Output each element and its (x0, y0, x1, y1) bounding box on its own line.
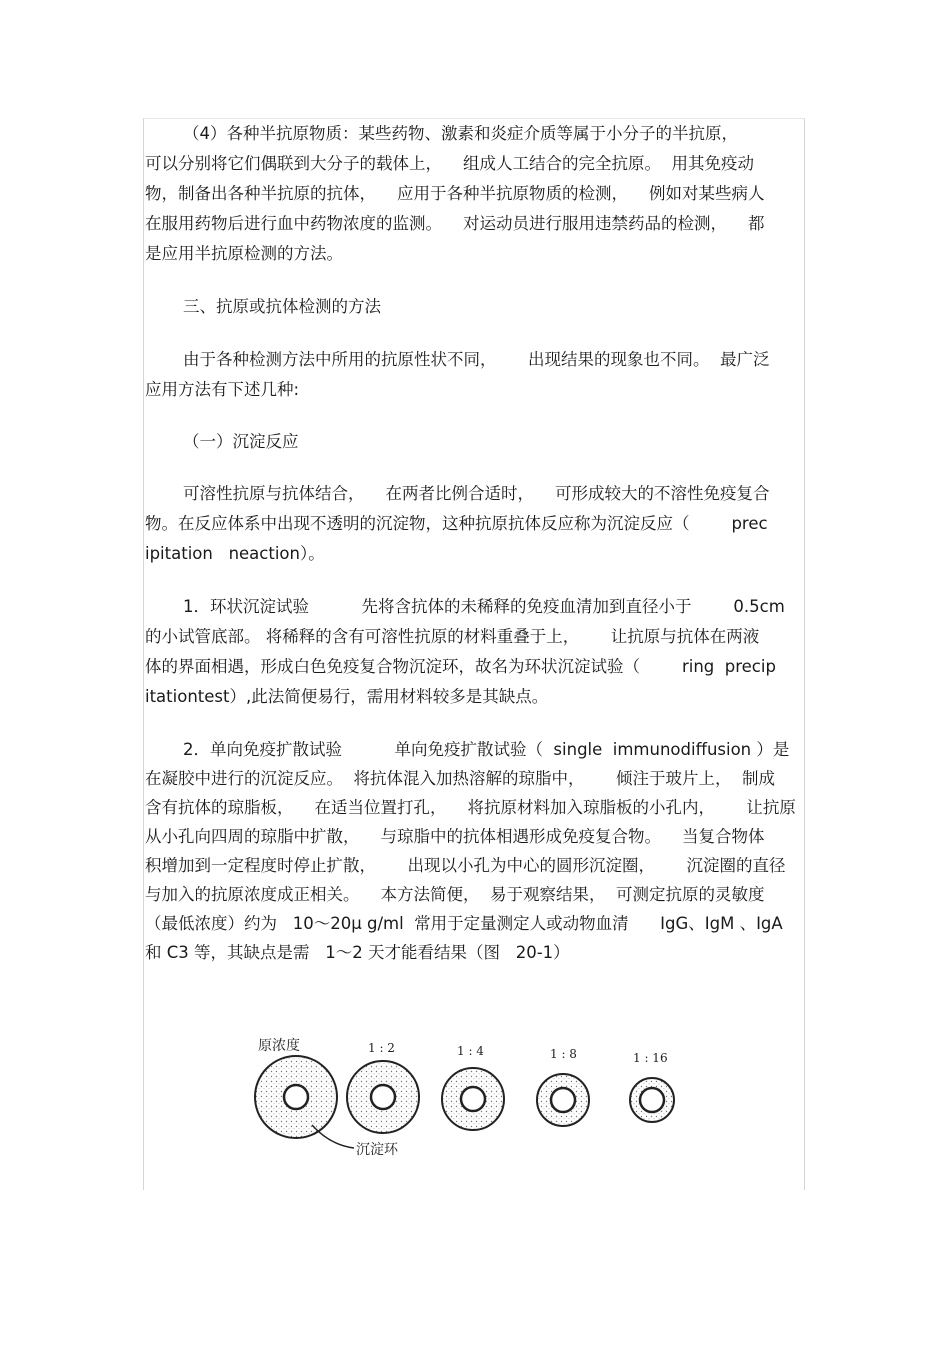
figure-callout-label: 沉淀环 (356, 1142, 398, 1158)
figure-label-1-4: 1 : 4 (457, 1044, 484, 1058)
paragraph-4-line: 是应用半抗原检测的方法。 (145, 244, 343, 263)
single-diffusion-line: 2．单向免疫扩散试验 单向免疫扩散试验（ single immunodiffusion ）是 (183, 740, 790, 759)
ring-test-line: 体的界面相遇，形成白色免疫复合物沉淀环，故名为环状沉淀试验（ ring precip (145, 657, 776, 676)
figure-label-1-2: 1 : 2 (368, 1041, 395, 1055)
intro-line: 应用方法有下述几种: (145, 380, 300, 399)
single-diffusion-line: 在凝胶中进行的沉淀反应。 将抗体混入加热溶解的琼脂中， 倾注于玻片上， 制成 (145, 769, 775, 788)
precipitation-line: 物。在反应体系中出现不透明的沉淀物，这种抗原抗体反应称为沉淀反应（ prec (145, 514, 768, 533)
precipitation-line: ipitation neaction）。 (145, 544, 325, 563)
precipitation-ring-1-2 (347, 1061, 419, 1133)
single-diffusion-line: 与加入的抗原浓度成正相关。 本方法简便， 易于观察结果， 可测定抗原的灵敏度 (145, 885, 765, 904)
single-diffusion-line: 含有抗体的琼脂板， 在适当位置打孔， 将抗原材料加入琼脂板的小孔内， 让抗原 (145, 798, 796, 817)
paragraph-4-line: 在服用药物后进行血中药物浓度的监测。 对运动员进行服用违禁药品的检测， 都 (145, 214, 765, 233)
section-heading: 三、抗原或抗体检测的方法 (183, 297, 381, 316)
precipitation-ring-1-4 (442, 1068, 504, 1130)
ring-test-line: itationtest）,此法简便易行，需用材料较多是其缺点。 (145, 687, 549, 706)
paragraph-4-line: （4）各种半抗原物质：某些药物、激素和炎症介质等属于小分子的半抗原， (183, 124, 738, 143)
single-diffusion-line: 和 C3 等，其缺点是需 1～2 天才能看结果（图 20-1） (145, 943, 570, 962)
intro-line: 由于各种检测方法中所用的抗原性状不同， 出现结果的现象也不同。 最广泛 (183, 350, 770, 369)
figure-label-original: 原浓度 (258, 1038, 300, 1054)
paragraph-4-line: 可以分别将它们偶联到大分子的载体上， 组成人工结合的完全抗原。 用其免疫动 (145, 154, 754, 173)
ring-test-line: 的小试管底部。 将稀释的含有可溶性抗原的材料重叠于上， 让抗原与抗体在两液 (145, 627, 760, 646)
single-diffusion-line: （最低浓度）约为 10～20μ g/ml 常用于定量测定人或动物血清 IgG、IgM 、IgA (145, 914, 783, 933)
figure-label-1-8: 1 : 8 (550, 1047, 577, 1061)
single-diffusion-line: 积增加到一定程度时停止扩散， 出现以小孔为中心的圆形沉淀圈， 沉淀圈的直径 (145, 856, 786, 875)
precipitation-ring-original (255, 1056, 337, 1138)
figure-label-1-16: 1 : 16 (633, 1051, 668, 1065)
precipitation-ring-1-8 (537, 1074, 589, 1126)
single-diffusion-line: 从小孔向四周的琼脂中扩散， 与琼脂中的抗体相遇形成免疫复合物。 当复合物体 (145, 827, 765, 846)
paragraph-4-line: 物，制备出各种半抗原的抗体， 应用于各种半抗原物质的检测， 例如对某些病人 (145, 184, 765, 203)
precipitation-line: 可溶性抗原与抗体结合， 在两者比例合适时， 可形成较大的不溶性免疫复合 (183, 484, 770, 503)
ring-test-line: 1．环状沉淀试验 先将含抗体的未稀释的免疫血清加到直径小于 0.5cm (183, 597, 785, 616)
subsection-heading: （一）沉淀反应 (183, 432, 299, 451)
precipitation-ring-1-16 (630, 1078, 674, 1122)
precipitation-ring-figure (250, 1030, 690, 1165)
